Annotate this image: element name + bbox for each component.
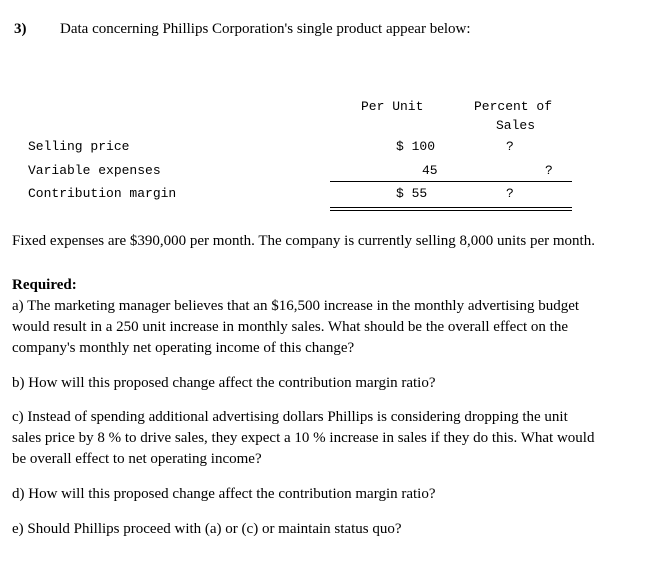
question-number: 3): [14, 21, 27, 37]
part-a-line-2: would result in a 250 unit increase in monthly sales. What should be the overall effect on the: [12, 319, 568, 335]
column-header-per-unit: Per Unit: [361, 99, 424, 114]
part-e: e) Should Phillips proceed with (a) or (c) or maintain status quo?: [12, 521, 402, 537]
variable-expenses-per-unit: 45: [422, 163, 438, 178]
row-label-selling-price: Selling price: [28, 139, 130, 154]
row-label-contribution-margin: Contribution margin: [28, 186, 177, 201]
part-c-line-1: c) Instead of spending additional advertising dollars Phillips is considering dropping the unit: [12, 409, 568, 425]
table-subtotal-rule: [330, 181, 572, 182]
part-a-line-3: company's monthly net operating income of this change?: [12, 340, 355, 356]
table-total-rule-bottom: [330, 210, 572, 211]
question-intro: Data concerning Phillips Corporation's single product appear below:: [60, 21, 471, 37]
part-c-line-3: be overall effect to net operating income?: [12, 451, 262, 467]
row-label-variable-expenses: Variable expenses: [28, 163, 161, 178]
contribution-margin-per-unit: $ 55: [396, 186, 428, 201]
part-d: d) How will this proposed change affect the contribution margin ratio?: [12, 486, 436, 502]
selling-price-percent: ?: [506, 139, 514, 154]
contribution-margin-percent: ?: [506, 186, 514, 201]
selling-price-per-unit: $ 100: [396, 139, 436, 154]
column-header-percent-of-sales-line2: Sales: [496, 118, 536, 133]
table-total-rule-top: [330, 207, 572, 208]
part-c-line-2: sales price by 8 % to drive sales, they expect a 10 % increase in sales if they do this. What would: [12, 430, 595, 446]
part-a-line-1: a) The marketing manager believes that an $16,500 increase in the monthly advertising budget: [12, 298, 580, 314]
fixed-expenses-text: Fixed expenses are $390,000 per month. The company is currently selling 8,000 units per month.: [12, 233, 595, 249]
part-b: b) How will this proposed change affect the contribution margin ratio?: [12, 375, 436, 391]
variable-expenses-percent: ?: [545, 163, 553, 178]
column-header-percent-of-sales-line1: Percent of: [474, 99, 553, 114]
required-heading: Required:: [12, 277, 77, 293]
